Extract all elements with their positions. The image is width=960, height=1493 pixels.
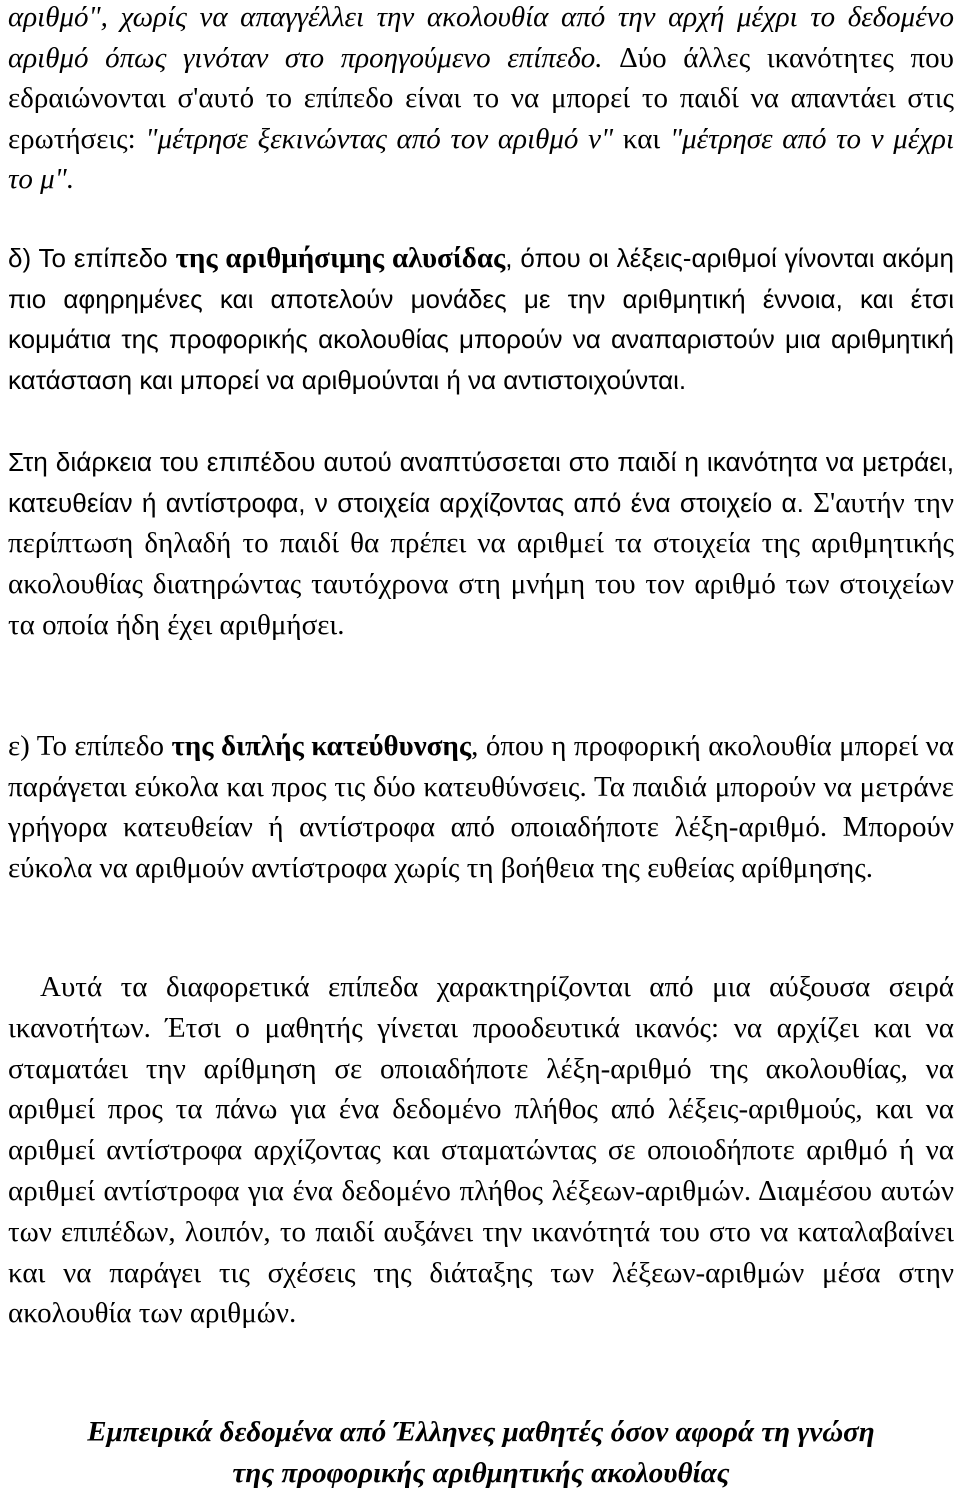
- paragraph-e: [8, 726, 954, 888]
- paragraph-c-lead: Δύο άλλες ικανότητες που εδραιώνονται σ'αυτό το επίπεδο είναι το να μπορεί το παιδί να απαντάει στις ερωτήσεις:: [8, 41, 954, 155]
- section-heading: [8, 1412, 954, 1493]
- paragraph-summary: [8, 967, 954, 1334]
- paragraph-d-lead: δ) Το επίπεδο: [8, 243, 176, 273]
- paragraph-e-lead: ε) Το επίπεδο: [8, 730, 172, 762]
- paragraph-c-line1: αριθμό", χωρίς να απαγγέλλει την ακολουθία από την αρχή μέχρι το δεδομένο αριθμό όπως γινόταν στο προηγούμενο επίπεδο.: [8, 1, 954, 74]
- paragraph-d-term: της αριθμήσιμης αλυσίδας: [175, 242, 506, 274]
- paragraph-summary-text: Αυτά τα διαφορετικά επίπεδα χαρακτηρίζονται από μια αύξουσα σειρά ικανοτήτων. Έτσι ο μαθητής γίνεται προοδευτικά ικανός: να αρχίζει και να σταματάει την αρίθμηση σε οποιαδήποτε λέξη-αριθμό της ακολουθίας, να αριθμεί προς τα πάνω για ένα δεδομένο πλήθος από λέξεις-αριθμούς, και να αριθμεί αντίστροφα αρχίζοντας και σταματώντας σε οποιοδήποτε αριθμό ή να αριθμεί αντίστροφα για ένα δεδομένο πλήθος λέξεων-αριθμών. Διαμέσου αυτών των επιπέδων, λοιπόν, το παιδί αυξάνει την ικανότητά του στο να καταλαβαίνει και να παράγει τις σχέσεις της διάταξης των λέξεων-αριθμών μέσα στην ακολουθία των αριθμών.: [8, 971, 954, 1330]
- paragraph-e-term: της διπλής κατεύθυνσης: [171, 730, 472, 762]
- paragraph-d-body: , όπου οι λέξεις-αριθμοί γίνονται ακόμη πιο αφηρημένες και αποτελούν μονάδες με την αριθμητική έννοια, και έτσι κομμάτια της προφορικής ακολουθίας μπορούν να αναπαριστούν μια αριθμητική κατάσταση και μπορεί να αριθμούνται ή να αντιστοιχούνται.: [8, 243, 954, 396]
- question-count-from-n: "μέτρησε ξεκινώντας από τον αριθμό ν": [145, 122, 614, 155]
- paragraph-d-cont-sans: Στη διάρκεια του επιπέδου αυτού αναπτύσσεται στο παιδί η ικανότητα να μετράει, κατευθείαν ή αντίστροφα, ν στοιχεία αρχίζοντας από ένα στοιχείο α.: [8, 447, 954, 518]
- paragraph-d-continuation: [8, 442, 954, 646]
- conjunction-and: και: [613, 122, 670, 155]
- paragraph-c-end: .: [66, 163, 75, 196]
- paragraph-c-continuation: [8, 0, 954, 200]
- paragraph-d: [8, 238, 954, 401]
- paragraph-d-cont-serif: Σ'αυτήν την περίπτωση δηλαδή το παιδί θα πρέπει να αριθμεί τα στοιχεία της αριθμητικής ακολουθίας διατηρώντας ταυτόχρονα στη μνήμη του τον αριθμό των στοιχείων τα οποία ήδη έχει αριθμήσει.: [8, 486, 954, 641]
- paragraph-e-body: , όπου η προφορική ακολουθία μπορεί να παράγεται εύκολα και προς τις δύο κατευθύνσεις. Τα παιδιά μπορούν να μετράνε γρήγορα κατευθείαν ή αντίστροφα από οποιαδήποτε λέξη-αριθμό. Μπορούν εύκολα να αριθμούν αντίστροφα χωρίς τη βοήθεια της ευθείας αρίθμησης.: [8, 730, 954, 884]
- section-heading-line2: της προφορικής αριθμητικής ακολουθίας: [232, 1456, 730, 1489]
- question-count-from-n-to-m: "μέτρησε από το ν μέχρι το μ": [8, 122, 955, 196]
- section-heading-line1: Εμπειρικά δεδομένα από Έλληνες μαθητές όσον αφορά τη γνώση: [87, 1416, 875, 1448]
